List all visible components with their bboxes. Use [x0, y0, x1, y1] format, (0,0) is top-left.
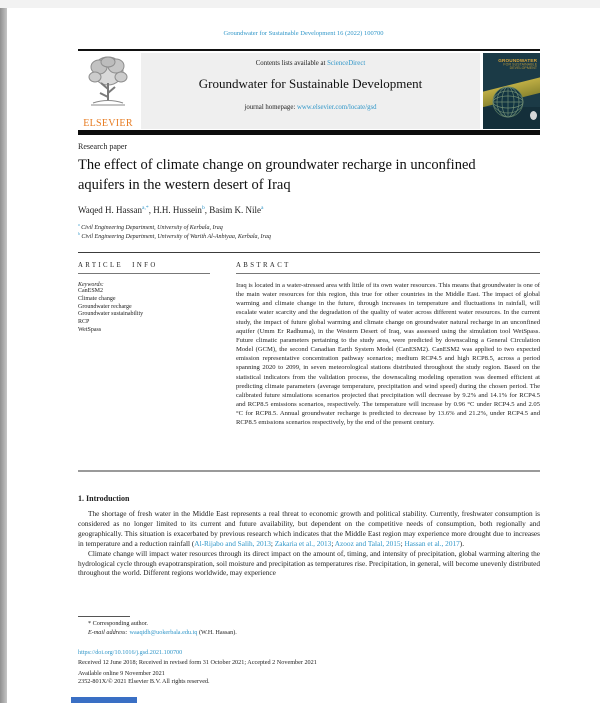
citation-link[interactable]: Hassan et al., 2017: [404, 538, 460, 548]
article-type-label: Research paper: [78, 142, 128, 151]
email-line: [88, 629, 237, 636]
keyword-item: Groundwater recharge: [78, 303, 132, 310]
cover-title-block: [498, 58, 537, 70]
text-segment: ;: [270, 538, 275, 548]
globe-icon: [491, 85, 525, 119]
contents-prefix: Contents lists available at: [255, 60, 328, 67]
text-segment: The shortage of fresh water in the Middle East represents a real threat to economic growth and political stability. Currently, freshwater consumption is considered as no longer limited to its current and future availability, but dependent on the competitive needs of consumption, both regionally and geographically. This situation is exacerbated by previous research which indicates that the Middle East region may experience more drought due to increases in temperature and a reduction rainfall (: [78, 509, 540, 548]
copyright-line: 2352-801X/© 2021 Elsevier B.V. All rights reserved.: [78, 678, 210, 685]
author-affiliation-sup[interactable]: a: [260, 205, 264, 211]
keyword-item: WetSpass: [78, 326, 102, 333]
masthead-divider-bar: [78, 130, 540, 135]
affiliation-text: Civil Engineering Department, University of Kerbala, Iraq: [81, 225, 223, 231]
text-segment: ).: [459, 538, 465, 548]
introduction-heading: 1. Introduction: [78, 494, 130, 503]
viewer-left-edge: [0, 8, 7, 703]
introduction-paragraph-1: [78, 509, 540, 549]
journal-banner: [141, 53, 480, 129]
citation-link[interactable]: Al-Rijabo and Salih, 2013: [194, 538, 271, 548]
homepage-link[interactable]: www.elsevier.com/locate/gsd: [296, 104, 377, 111]
abstract-bottom-rule: [78, 470, 540, 472]
footnote-rule: [78, 616, 130, 617]
keywords-label: Keywords:: [78, 282, 104, 288]
article-info-heading: ARTICLE INFO: [78, 262, 210, 274]
abstract-column: [236, 262, 540, 428]
author-affiliation-sup[interactable]: a,*: [142, 205, 149, 211]
author-name: Basim K. Nile: [209, 205, 261, 215]
author-name: Waqed H. Hassan: [78, 205, 143, 215]
cover-publisher-mark: [530, 111, 537, 120]
available-online-line: Available online 9 November 2021: [78, 670, 165, 677]
email-suffix: (W.H. Hassan).: [197, 629, 237, 636]
article-info-column: [78, 262, 210, 335]
sciencedirect-link[interactable]: ScienceDirect: [327, 60, 366, 67]
author-separator: ,: [204, 205, 210, 215]
received-dates-line: Received 12 June 2018; Received in revised form 31 October 2021; Accepted 2 November 2021: [78, 659, 317, 666]
text-segment: ;: [400, 538, 405, 548]
elsevier-logo[interactable]: [78, 53, 138, 129]
abstract-text: Iraq is located in a water-stressed area with little of its own water resources. This means that groundwater is one of the main water resources for this region, this true for other countries in the Middle East. The impact of global warming and climate change in the future, through increases in temperature and fluctuations in rainfall, will escalate water scarcity and the degradation of the quality of water across different water resources. In the current study, the impact of future global warming and climate change on groundwater natural recharge in an unconfined aquifer (Umm Er Radhuma), in the Western Desert of Iraq, was assessed using the simulation tool WetSpass. Future climatic parameters pertaining to the study area, were predicted by downscaling a General Circulation Model (GCM), the second Canadian Earth System Model (CanESM2). CanESM2 was applied to two expected emission representative concentration pathway scenarios; medium RCP4.5 and high RCP8.5, across a period spanning 2020 to 2099, in seven meteorological stations distributed throughout the study region. Based on the statistical indicators from the validation process, the downscaling modeling operation was deemed efficient at predicting climate parameters (average temperature, precipitation and wind speed) during the chosen period. The calibrated future simulations scenarios projected that precipitation will decrease by 9.2% and 14.1% for RCP4.5 and RCP8.5 emissions scenarios, respectively. The temperature will increase by 0.96 °C under RCP4.5 and 2.05 °C for RCP8.5. Annual groundwater recharge is predicted to decrease by 13.6% and 21.2%, under RCP4.5 and RCP8.5 emissions scenarios respectively, by the end of the present century.: [236, 282, 540, 427]
citation-link[interactable]: Zakaria et al., 2013: [274, 538, 332, 548]
text-segment: ;: [331, 538, 335, 548]
abstract-top-rule: [78, 252, 540, 253]
homepage-line: [141, 104, 480, 111]
contents-line: [141, 60, 480, 67]
affiliation-text: Civil Engineering Department, University of Warith Al-Anbiyaa, Kerbala, Iraq: [81, 233, 271, 240]
paper-page: [7, 8, 600, 703]
authors-line: [78, 205, 263, 215]
journal-title: Groundwater for Sustainable Development: [198, 76, 423, 91]
header-top-rule: [78, 49, 540, 51]
elsevier-wordmark: ELSEVIER: [83, 118, 133, 129]
affiliation-sup: b: [78, 231, 80, 236]
homepage-prefix: journal homepage:: [244, 104, 297, 111]
cover-title-line1: GROUNDWATER: [498, 58, 537, 64]
cover-title-line3: DEVELOPMENT: [509, 66, 537, 71]
journal-masthead: [78, 53, 540, 129]
email-link[interactable]: waaqidh@uokerbala.edu.iq: [129, 629, 198, 636]
affiliation-sup: a: [78, 223, 80, 227]
email-label: E-mail address:: [88, 629, 128, 636]
keyword-item: Climate change: [78, 295, 116, 302]
affiliation-line: [78, 224, 271, 233]
affiliation-line: [78, 233, 271, 242]
abstract-heading: ABSTRACT: [236, 262, 540, 274]
keyword-item: CanESM2: [78, 288, 104, 294]
author-affiliation-sup[interactable]: b: [201, 205, 205, 211]
link-highlight-strip[interactable]: [71, 697, 137, 703]
elsevier-tree-icon: [85, 53, 131, 111]
author-separator: ,: [148, 205, 154, 215]
doi-link[interactable]: https://doi.org/10.1016/j.gsd.2021.100700: [78, 649, 183, 656]
citation-link[interactable]: Azooz and Talal, 2015: [334, 538, 401, 548]
introduction-text: [78, 509, 540, 578]
cover-title-line2: FOR SUSTAINABLE: [503, 63, 537, 67]
author-name: H.H. Hussein: [153, 205, 202, 215]
corresponding-author-note: * Corresponding author.: [88, 620, 148, 627]
article-title: The effect of climate change on groundwater recharge in unconfined aquifers in the western desert of Iraq: [78, 157, 476, 193]
introduction-paragraph-2: Climate change will impact water resources through its direct impact on the amount of, timing, and intensity of precipitation, global warming altering the hydrological cycle through evapotranspiration, soil moisture and precipitation as temperatures rise. Precipitation, in general, will become unevenly distributed throughout the world. Different regions worldwide, may experience: [78, 548, 540, 578]
journal-reference-header[interactable]: Groundwater for Sustainable Development 16 (2022) 100700: [223, 30, 384, 37]
journal-cover-thumbnail[interactable]: [483, 53, 540, 129]
keyword-item: RCP: [78, 319, 90, 326]
affiliations-block: [78, 224, 271, 241]
keywords-list: [78, 288, 210, 335]
keyword-item: Groundwater sustainability: [78, 311, 144, 318]
